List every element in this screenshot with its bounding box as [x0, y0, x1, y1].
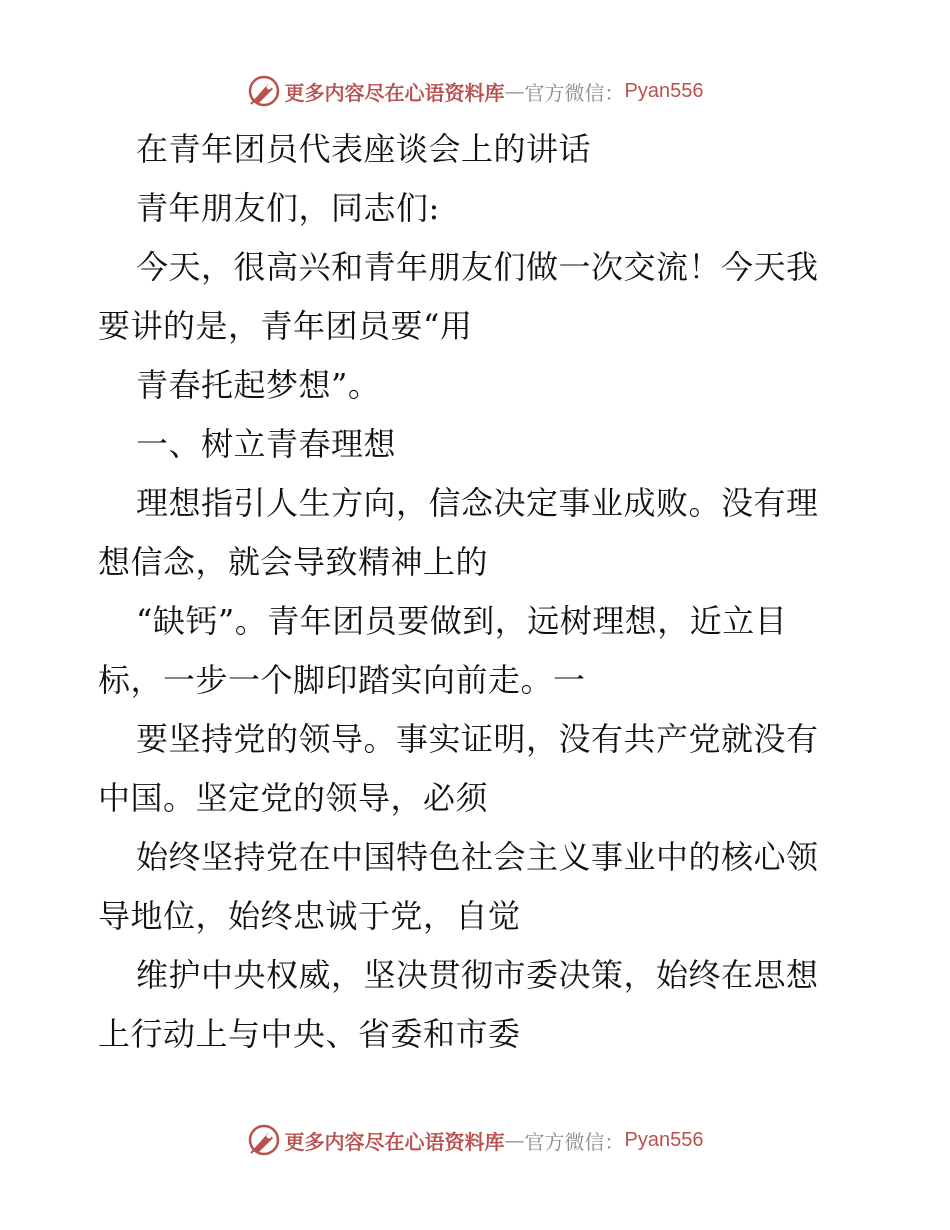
watermark-main-text: 更多内容尽在心语资料库: [284, 80, 505, 105]
paragraph-line: 中国。坚定党的领导，必须: [98, 779, 489, 817]
paragraph-line: 今天，很高兴和青年朋友们做一次交流！今天我: [136, 248, 819, 286]
watermark-wechat-id: Pyan556: [624, 1128, 704, 1151]
watermark-separator: —: [504, 79, 525, 103]
watermark-main-text: 更多内容尽在心语资料库: [284, 1129, 505, 1154]
document-body: [98, 120, 853, 1064]
paragraph-line: 上行动上与中央、省委和市委: [98, 1015, 521, 1053]
watermark-suffix-text: 官方微信：: [524, 80, 625, 105]
paragraph-line: 青春托起梦想”。: [136, 366, 381, 404]
paragraph-line: 导地位，始终忠诚于党，自觉: [98, 897, 521, 935]
salutation-line: 青年朋友们，同志们:: [136, 189, 440, 227]
header-watermark: [0, 71, 950, 111]
section-heading: 一、树立青春理想: [136, 425, 397, 463]
watermark-wechat-id: Pyan556: [624, 79, 704, 102]
paragraph-line: 要讲的是，青年团员要“用: [98, 307, 473, 345]
watermark-suffix-text: 官方微信：: [524, 1129, 625, 1154]
paragraph-line: “缺钙”。青年团员要做到，远树理想，近立目: [136, 602, 788, 640]
paragraph-line: 维护中央权威，坚决贯彻市委决策，始终在思想: [136, 956, 819, 994]
watermark-separator: —: [504, 1128, 525, 1152]
footer-watermark: [0, 1120, 950, 1160]
paragraph-line: 始终坚持党在中国特色社会主义事业中的核心领: [136, 838, 819, 876]
paragraph-line: 标，一步一个脚印踏实向前走。一: [98, 661, 586, 699]
document-title: 在青年团员代表座谈会上的讲话: [136, 130, 592, 168]
paragraph-line: 理想指引人生方向，信念决定事业成败。没有理: [136, 484, 819, 522]
pen-nib-logo-icon: [247, 1123, 281, 1157]
pen-nib-logo-icon: [247, 74, 281, 108]
paragraph-line: 要坚持党的领导。事实证明，没有共产党就没有: [136, 720, 819, 758]
paragraph-line: 想信念，就会导致精神上的: [98, 543, 489, 581]
